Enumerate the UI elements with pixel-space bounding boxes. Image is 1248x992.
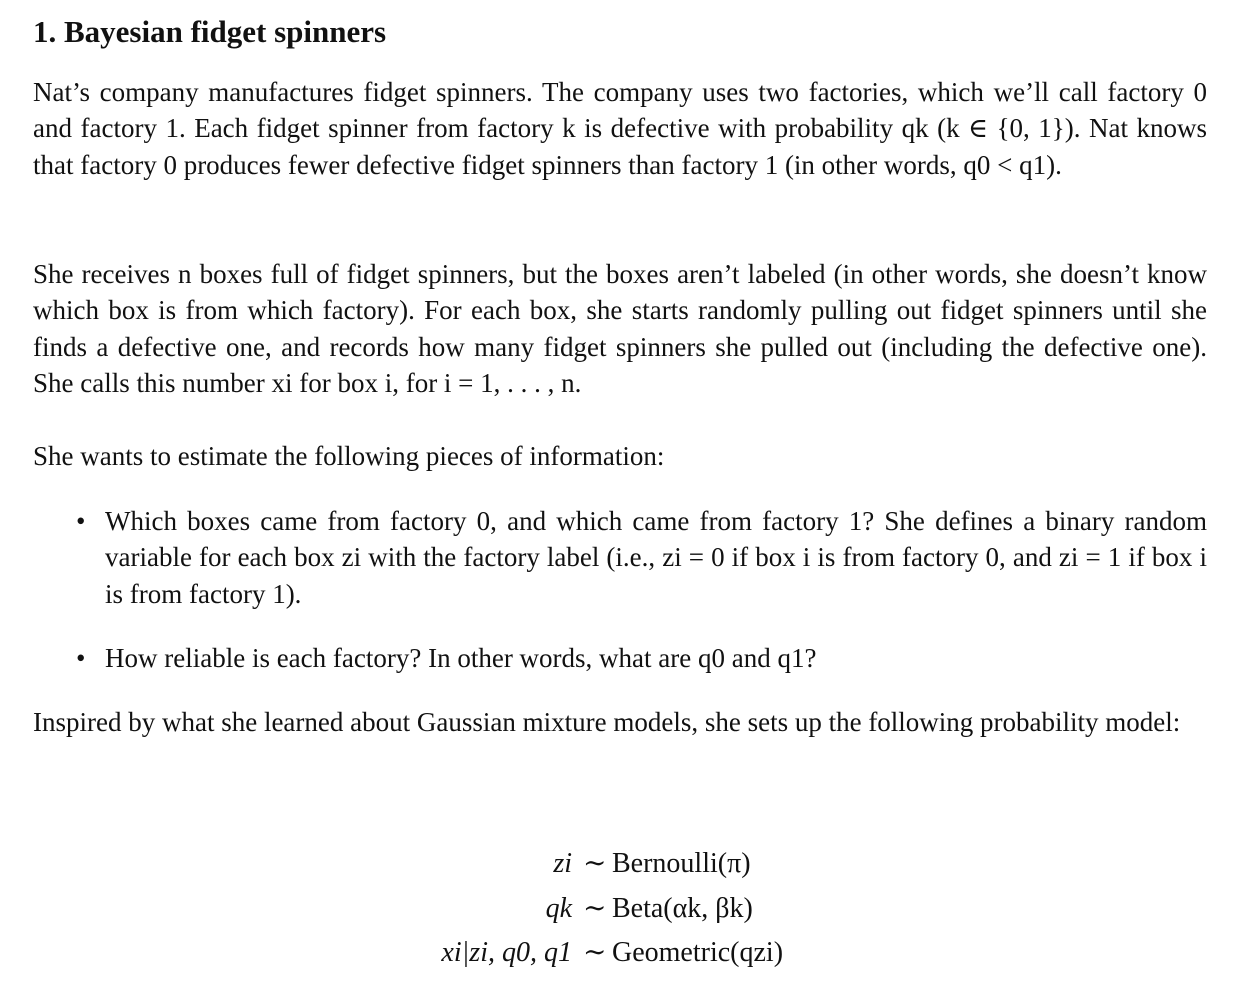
paragraph-intro: Nat’s company manufactures fidget spinners. The company uses two factories, which we’ll call factory 0 and factory 1. Each fidget spinner from factory k is defective with probability qk (k ∈ {0, 1}). Nat knows that factory 0 produces fewer defective fidget spinners than factory 1 (in other words, q0 < q1).	[33, 77, 1207, 180]
equation-2-lhs: qk	[545, 893, 572, 924]
section-heading: 1. Bayesian fidget spinners	[33, 14, 387, 49]
bullet-item-factory-labels: • Which boxes came from factory 0, and which came from factory 1? She defines a binary random variable for each box zi with the factory label (i.e., zi = 0 if box i is from factory 0, and zi = 1 if box i is from factory 1).	[105, 503, 1207, 612]
bullet-list	[105, 503, 1207, 612]
equation-2-relation: ∼	[583, 893, 607, 924]
paragraph-estimate: She wants to estimate the following pieces of information:	[33, 441, 665, 471]
equation-1-rhs: Bernoulli(π)	[612, 848, 751, 879]
equation-1-relation: ∼	[583, 848, 607, 879]
paragraph-boxes: She receives n boxes full of fidget spinners, but the boxes aren’t labeled (in other words, she doesn’t know which box is from which factory). For each box, she starts randomly pulling out fidget spinners until she finds a defective one, and records how many fidget spinners she pulled out (including the defective one). She calls this number xi for box i, for i = 1, . . . , n.	[33, 259, 1207, 398]
equation-3-rhs: Geometric(qzi)	[612, 937, 784, 968]
equation-2-rhs: Beta(αk, βk)	[612, 893, 753, 924]
paragraph-model-intro: Inspired by what she learned about Gaussian mixture models, she sets up the following probability model:	[33, 707, 1181, 737]
bullet-list-2	[105, 640, 1207, 676]
equation-3-relation: ∼	[583, 937, 607, 968]
equation-3-lhs: xi|zi, q0, q1	[441, 937, 572, 968]
bullet-item-reliability: • How reliable is each factory? In other words, what are q0 and q1?	[105, 640, 1207, 676]
equation-1-lhs: zi	[553, 848, 572, 879]
